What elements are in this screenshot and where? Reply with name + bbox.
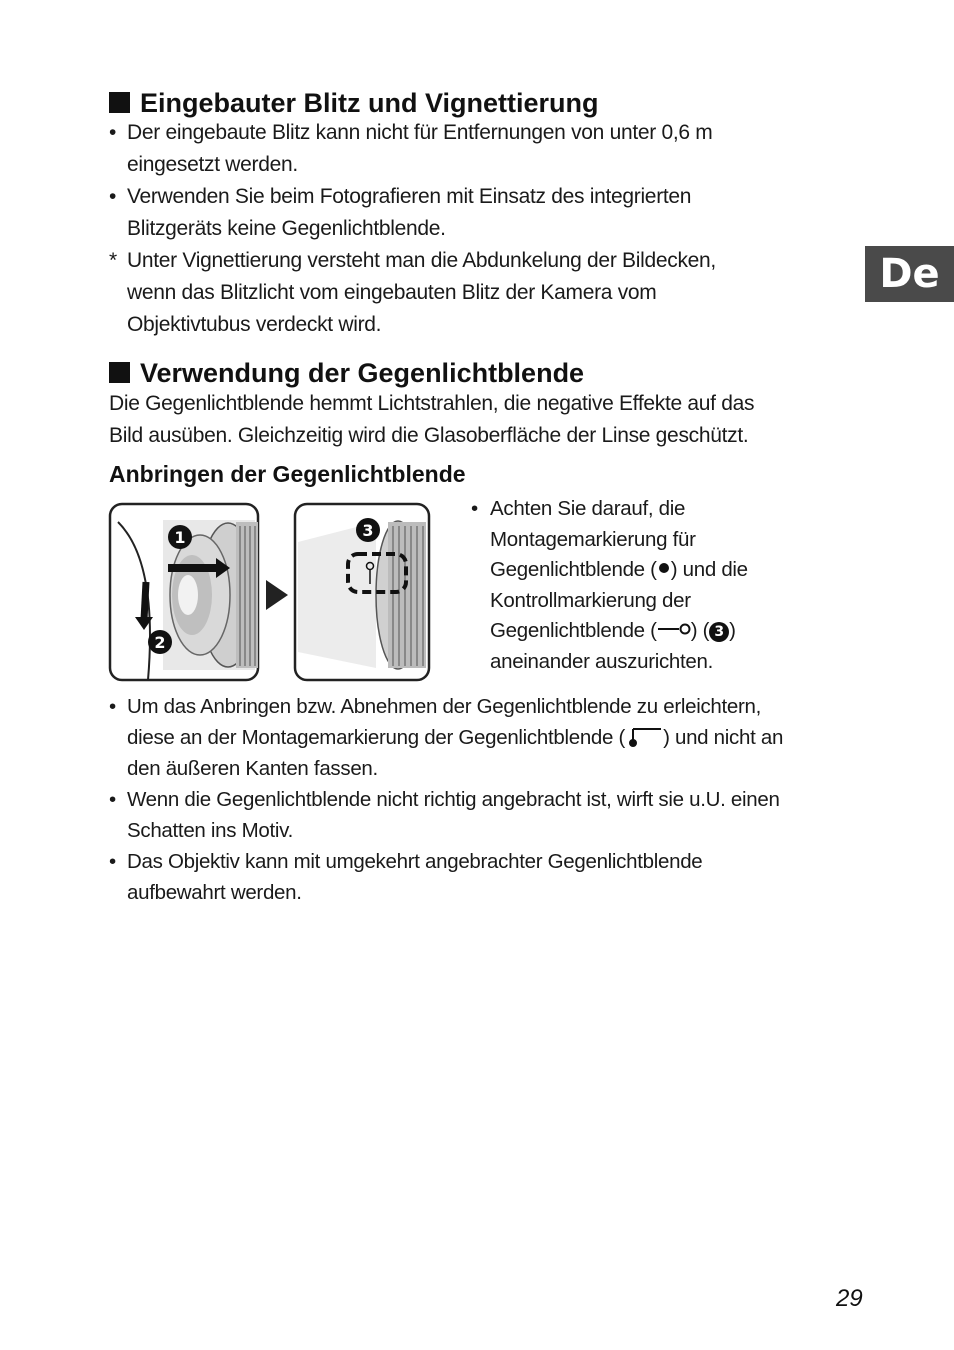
hood-mount-mark-icon: [625, 725, 663, 747]
list-item-continued: [109, 277, 716, 309]
step-3-text: 3: [362, 521, 374, 540]
step-1-text: 1: [174, 528, 186, 547]
note-line: Kontrollmarkierung der: [490, 588, 691, 612]
list-item-continued: [109, 309, 716, 341]
list-item: [109, 846, 783, 877]
list-item-text: Wenn die Gegenlichtblende nicht richtig angebracht ist, wirft sie u.U. einen: [127, 788, 780, 811]
list-item-text: Der eingebaute Blitz kann nicht für Entfernungen von unter 0,6 m: [127, 121, 713, 144]
bullet-mark: •: [109, 788, 116, 811]
step-3-badge: 3: [709, 622, 729, 642]
hood-notes-list: [109, 691, 783, 908]
paragraph-line: Die Gegenlichtblende hemmt Lichtstrahlen, die negative Effekte auf das: [109, 392, 755, 415]
list-item-continued: [109, 149, 716, 181]
subsection-heading-attach: Anbringen der Gegenlichtblende: [109, 461, 466, 487]
section-heading-flash: [109, 86, 599, 120]
list-item-text: Um das Anbringen bzw. Abnehmen der Gegenlichtblende zu erleichtern,: [127, 695, 762, 718]
list-item-continued: [109, 213, 716, 245]
flash-notes-list: [109, 117, 716, 341]
note-text: ) und die: [670, 558, 748, 581]
section-heading-flash-text: Eingebauter Blitz und Vignettierung: [140, 88, 599, 118]
paragraph-line: Bild ausüben. Gleichzeitig wird die Glasoberfläche der Linse geschützt.: [109, 424, 749, 447]
asterisk-mark: *: [109, 249, 117, 272]
note-text: Gegenlichtblende (: [490, 619, 657, 642]
note-line: Montagemarkierung für: [490, 527, 696, 551]
page-number: 29: [836, 1285, 863, 1312]
bullet-mark: •: [109, 695, 116, 718]
alignment-note: [471, 494, 748, 677]
list-item-text: Das Objektiv kann mit umgekehrt angebrachter Gegenlichtblende: [127, 850, 703, 873]
list-item-continued: [109, 877, 783, 908]
list-item-text: Verwenden Sie beim Fotografieren mit Einsatz des integrierten: [127, 185, 692, 208]
list-item-text: Blitzgeräts keine Gegenlichtblende.: [127, 217, 446, 240]
list-item-text: wenn das Blitzlicht vom eingebauten Blitz der Kamera vom: [127, 281, 657, 304]
note-line: aneinander auszurichten.: [490, 649, 714, 673]
list-item: [109, 181, 716, 213]
note-line: [490, 555, 748, 586]
note-text: ) (: [690, 619, 710, 642]
list-item-continued: [109, 815, 783, 846]
section-heading-hood: [109, 356, 584, 390]
heading-square-icon: [109, 92, 130, 113]
step-2-text: 2: [154, 633, 166, 652]
list-item-text: diese an der Montagemarkierung der Gegenlichtblende (: [127, 726, 626, 749]
list-item-text: Schatten ins Motiv.: [127, 819, 293, 842]
hood-attach-illustration: [108, 502, 433, 684]
list-item-text: Objektivtubus verdeckt wird.: [127, 313, 382, 336]
panel-arrow-icon: [266, 580, 288, 610]
note-line: Achten Sie darauf, die: [490, 497, 686, 520]
list-item-text: eingesetzt werden.: [127, 153, 298, 176]
list-item-text: aufbewahrt werden.: [127, 881, 302, 904]
note-text: ): [729, 619, 736, 642]
list-item-continued: [109, 722, 783, 753]
note-line: [490, 616, 748, 647]
list-item-continued: [109, 753, 783, 784]
list-item: [109, 245, 716, 277]
list-item-text: Unter Vignettierung versteht man die Abdunkelung der Bildecken,: [127, 249, 716, 272]
list-item: [109, 691, 783, 722]
heading-square-icon: [109, 362, 130, 383]
list-item: [109, 117, 716, 149]
lens-body-2: [298, 521, 426, 669]
bullet-mark: •: [471, 497, 478, 520]
index-mark-icon: [657, 623, 691, 635]
bullet-mark: •: [109, 185, 117, 208]
list-item-text: den äußeren Kanten fassen.: [127, 757, 378, 780]
section-heading-hood-text: Verwendung der Gegenlichtblende: [140, 358, 585, 388]
list-item-text: ) und nicht an: [663, 726, 784, 749]
list-item: [109, 784, 783, 815]
language-tab: De: [865, 246, 954, 302]
hood-intro-paragraph: [109, 388, 754, 452]
bullet-mark: •: [109, 121, 117, 144]
note-text: Gegenlichtblende (: [490, 558, 657, 581]
mount-dot-icon: [659, 563, 669, 573]
bullet-mark: •: [109, 850, 116, 873]
